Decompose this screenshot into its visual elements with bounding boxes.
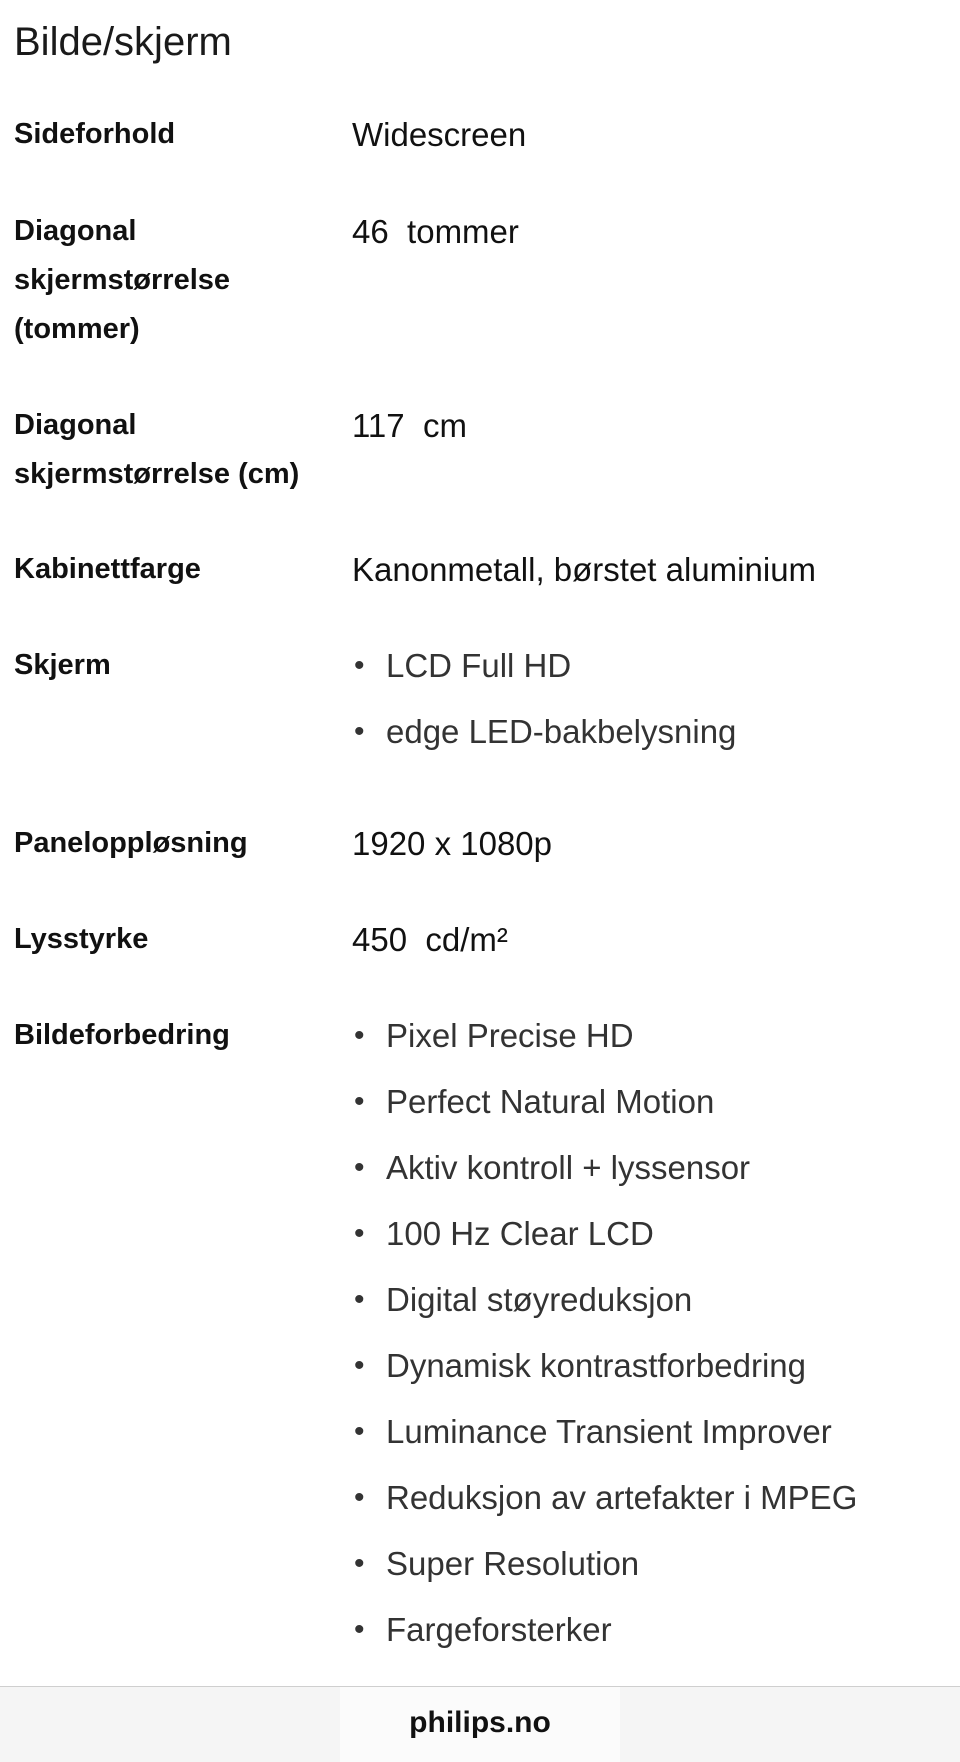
spec-value: 450 cd/m²	[352, 921, 508, 958]
list-item: • Super Resolution	[352, 1539, 952, 1605]
bullet-icon: •	[354, 1085, 365, 1118]
bullet-icon: •	[354, 1019, 365, 1052]
spec-value-list	[352, 641, 952, 773]
list-item: • Dynamisk kontrastforbedring	[352, 1341, 952, 1407]
list-item: • Perfect Natural Motion	[352, 1077, 952, 1143]
spec-value: 1920 x 1080p	[352, 825, 553, 862]
spec-label: Sideforhold	[14, 118, 176, 150]
browser-footer-bar	[0, 1686, 960, 1762]
site-domain[interactable]: philips.no	[409, 1706, 551, 1739]
spec-label: Diagonal skjermstørrelse (cm)	[14, 409, 300, 490]
spec-value: Kanonmetall, børstet aluminium	[352, 551, 817, 588]
page-title: Bilde/skjerm	[14, 20, 232, 64]
list-item: • Reduksjon av artefakter i MPEG	[352, 1473, 952, 1539]
bullet-icon: •	[354, 1415, 365, 1448]
bullet-icon: •	[354, 1349, 365, 1382]
list-item: • edge LED-bakbelysning	[352, 707, 952, 773]
bullet-icon: •	[354, 649, 365, 682]
list-item: • Luminance Transient Improver	[352, 1407, 952, 1473]
list-item: • Digital støyreduksjon	[352, 1275, 952, 1341]
spec-value: 117 cm	[352, 407, 467, 444]
spec-label: Skjerm	[14, 649, 111, 681]
spec-label: Bildeforbedring	[14, 1019, 230, 1051]
bullet-icon: •	[354, 1613, 365, 1646]
spec-value: Widescreen	[352, 116, 527, 153]
list-item: • Aktiv kontroll + lyssensor	[352, 1143, 952, 1209]
bullet-icon: •	[354, 1151, 365, 1184]
bullet-icon: •	[354, 1283, 365, 1316]
list-item: • Pixel Precise HD	[352, 1011, 952, 1077]
bullet-icon: •	[354, 1547, 365, 1580]
spec-value-list	[352, 1011, 952, 1671]
bullet-icon: •	[354, 715, 365, 748]
bullet-icon: •	[354, 1481, 365, 1514]
list-item: • Fargeforsterker	[352, 1605, 952, 1671]
list-item: • 100 Hz Clear LCD	[352, 1209, 952, 1275]
spec-label: Paneloppløsning	[14, 827, 248, 859]
spec-label: Kabinettfarge	[14, 553, 201, 585]
spec-label: Lysstyrke	[14, 923, 149, 955]
spec-value: 46 tommer	[352, 213, 519, 250]
list-item: • LCD Full HD	[352, 641, 952, 707]
spec-label: Diagonal skjermstørrelse (tommer)	[14, 215, 231, 345]
bullet-icon: •	[354, 1217, 365, 1250]
